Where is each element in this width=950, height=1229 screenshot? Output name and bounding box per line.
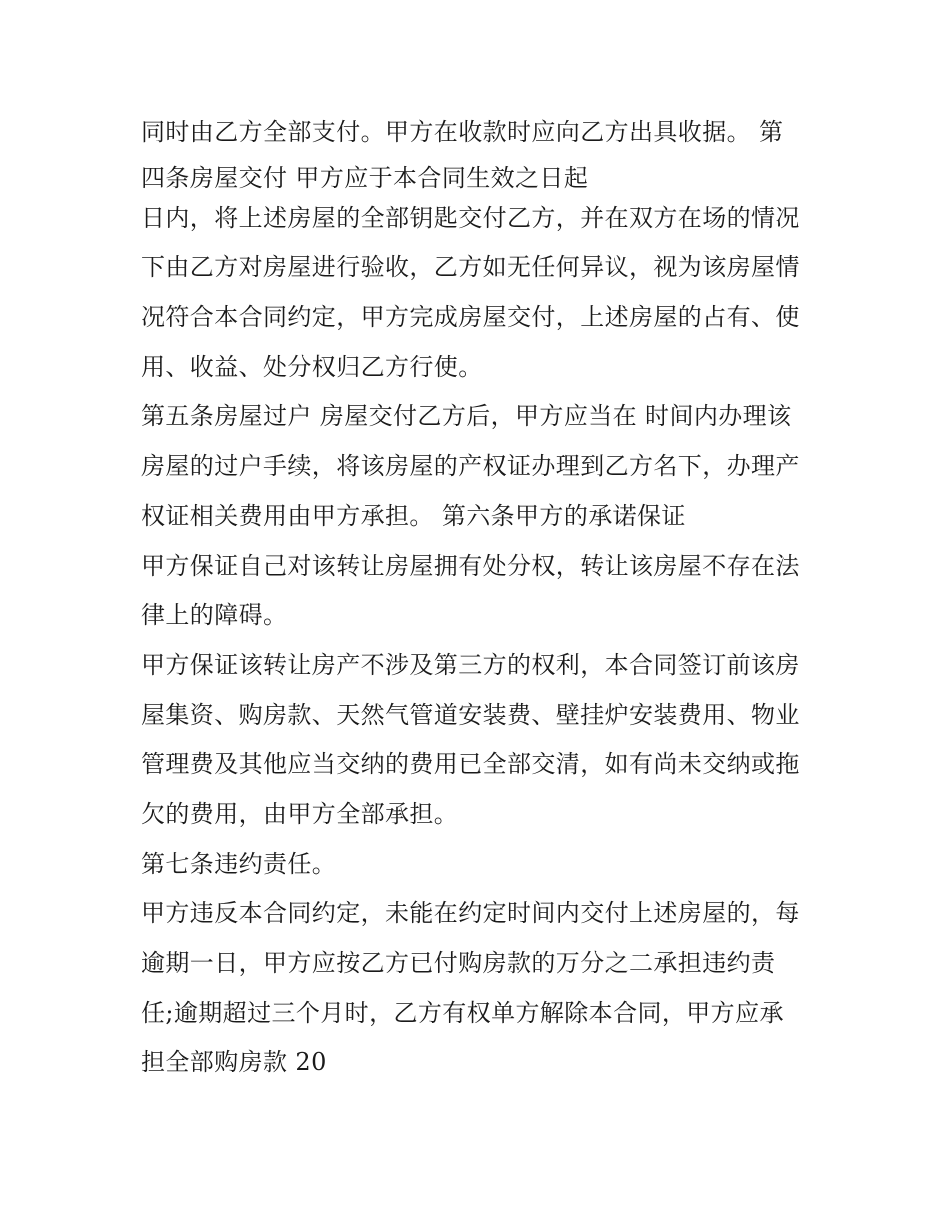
text-line: 甲方保证自己对该转让房屋拥有处分权，转让该房屋不存在法 [141, 551, 800, 580]
text-line: 第五条房屋过户 房屋交付乙方后，甲方应当在 时间内办理该 [141, 402, 792, 431]
text-line: 律上的障碍。 [141, 601, 288, 630]
text-line: 管理费及其他应当交纳的费用已全部交清，如有尚未交纳或拖 [141, 750, 800, 779]
text-line: 日内，将上述房屋的全部钥匙交付乙方，并在双方在场的情况 [141, 203, 800, 232]
contract-text-block [141, 108, 821, 1088]
text-line: 逾期一日，甲方应按乙方已付购房款的万分之二承担违约责 [141, 949, 776, 977]
text-line: 权证相关费用由甲方承担。 第六条甲方的承诺保证 [141, 501, 686, 530]
text-line: 四条房屋交付 甲方应于本合同生效之日起 [141, 163, 589, 192]
text-line: 担全部购房款 20 [141, 1048, 327, 1077]
text-line: 甲方保证该转让房产不涉及第三方的权利，本合同签订前该房 [141, 650, 800, 679]
text-line: 欠的费用，由甲方全部承担。 [141, 799, 459, 828]
text-line: 屋集资、购房款、天然气管道安装费、壁挂炉安装费用、物业 [141, 700, 800, 729]
text-line: 用、收益、处分权归乙方行使。 [141, 352, 483, 381]
text-line: 房屋的过户手续，将该房屋的产权证办理到乙方名下，办理产 [141, 452, 800, 481]
text-line: 况符合本合同约定，甲方完成房屋交付，上述房屋的占有、使 [141, 303, 800, 332]
text-line: 任;逾期超过三个月时，乙方有权单方解除本合同，甲方应承 [141, 998, 784, 1027]
text-line: 甲方违反本合同约定，未能在约定时间内交付上述房屋的，每 [141, 899, 800, 928]
text-line: 同时由乙方全部支付。甲方在收款时应向乙方出具收据。 第 [141, 118, 784, 146]
text-line: 第七条违约责任。 [141, 849, 337, 878]
text-line: 下由乙方对房屋进行验收，乙方如无任何异议，视为该房屋情 [141, 253, 800, 282]
